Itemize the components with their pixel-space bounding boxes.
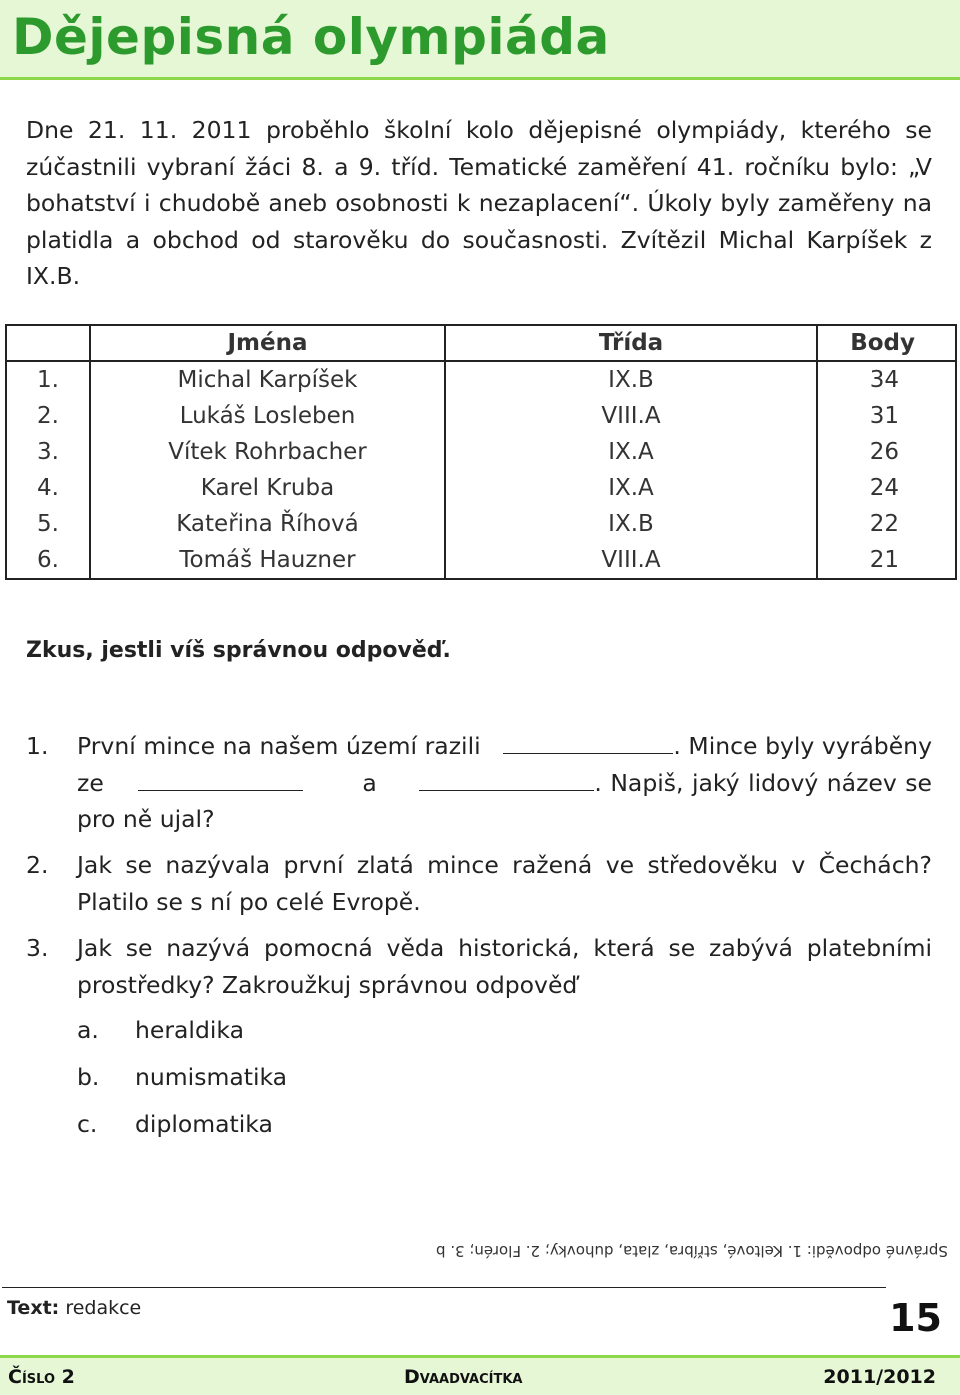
table-row [6, 361, 956, 398]
cell-points: 34 [817, 361, 956, 398]
credit-label: Text: [7, 1297, 60, 1319]
footer-divider [2, 1287, 886, 1288]
credit [7, 1297, 141, 1319]
cell-class: IX.A [445, 434, 817, 470]
question-3 [26, 930, 932, 1003]
header-name: Jména [90, 325, 445, 361]
question-text: Jak se nazývá pomocná věda historická, která se zabývá platebními prostředky? Zakroužkuj správnou odpověď [77, 934, 932, 999]
cell-name: Tomáš Hauzner [90, 542, 445, 579]
footer-band [0, 1355, 960, 1395]
cell-points: 31 [817, 398, 956, 434]
cell-rank: 4. [6, 470, 90, 506]
page-number: 15 [889, 1296, 942, 1340]
cell-points: 24 [817, 470, 956, 506]
header-rank [6, 325, 90, 361]
cell-class: IX.B [445, 361, 817, 398]
cell-name: Michal Karpíšek [90, 361, 445, 398]
question-text: Jak se nazývala první zlatá mince ražená ve středověku v Čechách? Platilo se s ní po celé Evropě. [77, 851, 932, 916]
footer-issue: Číslo 2 [8, 1366, 75, 1388]
question-text [77, 728, 932, 838]
footer-magazine: Dvaadvacítka [404, 1366, 523, 1388]
option-text: diplomatika [135, 1110, 273, 1138]
answer-blank[interactable] [503, 731, 673, 754]
cell-name: Kateřina Říhová [90, 506, 445, 542]
cell-name: Vítek Rohrbacher [90, 434, 445, 470]
header-class: Třída [445, 325, 817, 361]
cell-class: VIII.A [445, 398, 817, 434]
cell-points: 26 [817, 434, 956, 470]
option-c[interactable] [77, 1110, 273, 1138]
option-text: heraldika [135, 1016, 244, 1044]
cell-rank: 6. [6, 542, 90, 579]
table-row [6, 542, 956, 579]
question-number: 2. [26, 851, 49, 879]
table-row [6, 506, 956, 542]
results-table [5, 324, 957, 580]
cell-class: VIII.A [445, 542, 817, 579]
answer-blank[interactable] [419, 768, 594, 791]
option-letter: b. [77, 1063, 100, 1091]
cell-rank: 5. [6, 506, 90, 542]
cell-rank: 2. [6, 398, 90, 434]
table-row [6, 398, 956, 434]
question-1 [26, 728, 932, 838]
option-letter: c. [77, 1110, 98, 1138]
question-text-part: . Napiš, jaký lidový název se pro ně ujal? [77, 768, 932, 833]
cell-rank: 3. [6, 434, 90, 470]
title-band [0, 0, 960, 80]
footer-year: 2011/2012 [823, 1366, 936, 1388]
table-row [6, 470, 956, 506]
cell-class: IX.A [445, 470, 817, 506]
page-title: Dějepisná olympiáda [12, 8, 610, 66]
credit-value: redakce [65, 1297, 142, 1319]
quiz-heading: Zkus, jestli víš správnou odpověď. [26, 638, 451, 663]
table-row [6, 434, 956, 470]
cell-name: Karel Kruba [90, 470, 445, 506]
cell-rank: 1. [6, 361, 90, 398]
question-text-part: . Mince byly vyráběny ze [77, 732, 932, 797]
option-b[interactable] [77, 1063, 287, 1091]
question-text-part: První mince na našem území razili [77, 732, 481, 760]
cell-class: IX.B [445, 506, 817, 542]
answer-blank[interactable] [138, 768, 303, 791]
upside-down-answers: Správné odpovědi: 1. Keltové, stříbra, zlata, duhovky; 2. Florén; 3. b [436, 1242, 948, 1260]
option-letter: a. [77, 1016, 99, 1044]
question-number: 1. [26, 732, 49, 760]
table-header-row [6, 325, 956, 361]
question-number: 3. [26, 934, 49, 962]
option-a[interactable] [77, 1016, 244, 1044]
cell-points: 21 [817, 542, 956, 579]
intro-paragraph: Dne 21. 11. 2011 proběhlo školní kolo dějepisné olympiády, kterého se zúčastnili vybraní žáci 8. a 9. tříd. Tematické zaměření 41. ročníku bylo: „V bohatství i chudobě aneb osobnosti k nezaplacení“. Úkoly byly zaměřeny na platidla a obchod od starověku do současnosti. Zvítězil Michal Karpíšek z IX.B. [26, 116, 932, 290]
question-text-part: a [362, 768, 377, 797]
header-points: Body [817, 325, 956, 361]
question-2 [26, 847, 932, 920]
option-text: numismatika [135, 1063, 288, 1091]
cell-name: Lukáš Losleben [90, 398, 445, 434]
cell-points: 22 [817, 506, 956, 542]
